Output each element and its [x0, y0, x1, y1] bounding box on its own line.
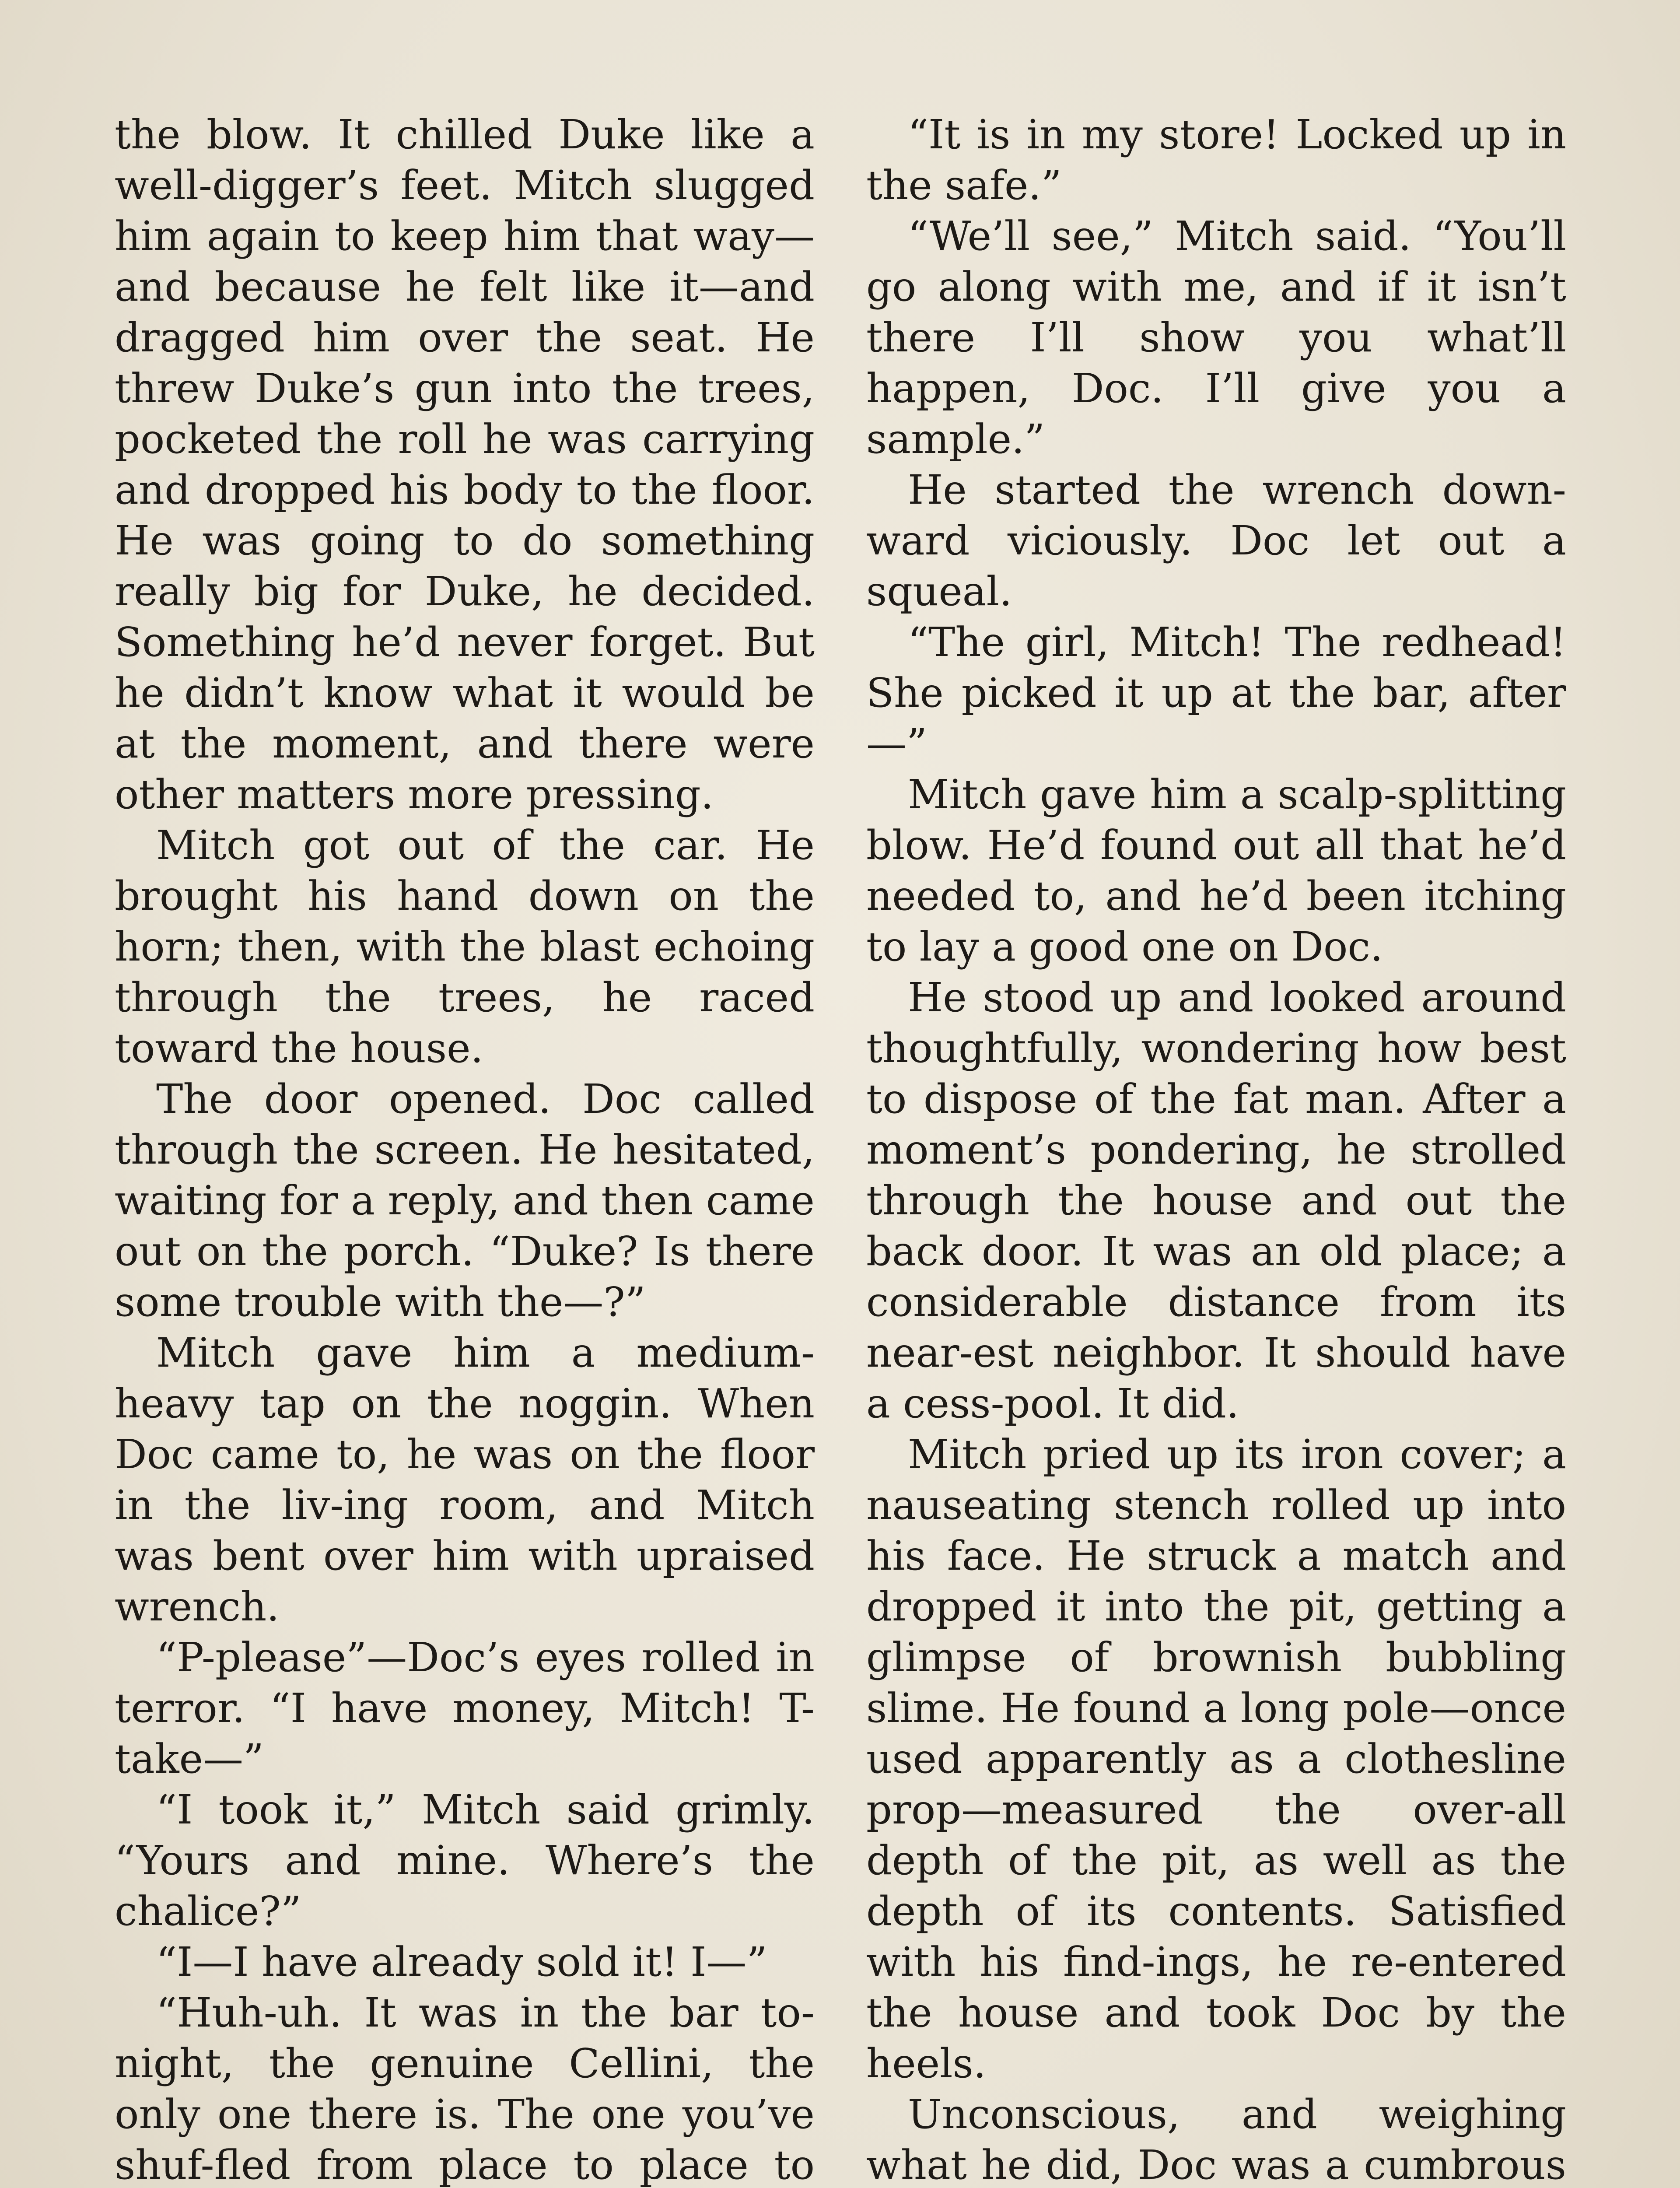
paragraph: “The girl, Mitch! The redhead! She picked it up at the bar, after—” — [866, 619, 1566, 767]
paragraph: the blow. It chilled Duke like a well-digger’s feet. Mitch slugged him again to keep him that way—and because he felt like it—and dragged him over the seat. He threw Duke’s gun into the trees, pocketed the roll he was carrying and dropped his body to the floor. He was going to do something really big for Duke, he decided. Something he’d never forget. But he didn’t know what it would be at the moment, and there were other matters more pressing. — [115, 111, 815, 818]
paragraph: Mitch gave him a scalp-splitting blow. He’d found out all that he’d needed to, and he’d been itching to lay a good one on Doc. — [866, 771, 1566, 970]
paragraph: “P-please”—Doc’s eyes rolled in terror. “I have money, Mitch! T-take—” — [115, 1634, 815, 1782]
paragraph: Unconscious, and weighing what he did, Doc was a cumbrous — [866, 2091, 1566, 2188]
paragraph: He started the wrench down-ward viciously. Doc let out a squeal. — [866, 466, 1566, 615]
paragraph: “I took it,” Mitch said grimly. “Yours and mine. Where’s the chalice?” — [115, 1786, 815, 1935]
paragraph: Mitch gave him a medium-heavy tap on the noggin. When Doc came to, he was on the floor in the liv-ing room, and Mitch was bent over him with upraised wrench. — [115, 1329, 815, 1630]
paragraph: The door opened. Doc called through the screen. He hesitated, waiting for a reply, and then came out on the porch. “Duke? Is there some trouble with the—?” — [115, 1076, 815, 1325]
text-column-right — [866, 109, 1566, 2188]
paragraph: Mitch got out of the car. He brought his hand down on the horn; then, with the blast echoing through the trees, he raced toward the house. — [115, 822, 815, 1072]
text-column-left — [115, 109, 815, 2188]
paragraph: “I—I have already sold it! I—” — [156, 1939, 767, 1985]
paragraph: Mitch pried up its iron cover; a nauseating stench rolled up into his face. He struck a match and dropped it into the pit, getting a glimpse of brownish bubbling slime. He found a long pole—once used apparently as a clothesline prop—measured the over-all depth of the pit, as well as the depth of its contents. Satisfied with his find-ings, he re-entered the house and took Doc by the heels. — [866, 1431, 1566, 2087]
paragraph: “We’ll see,” Mitch said. “You’ll go along with me, and if it isn’t there I’ll show you what’ll happen, Doc. I’ll give you a sample.” — [866, 213, 1566, 463]
paragraph: “Huh-uh. It was in the bar to-night, the genuine Cellini, the only one there is. The one you’ve shuf-fled from place to place to — [115, 1989, 815, 2188]
paragraph: “It is in my store! Locked up in the safe.” — [866, 111, 1566, 209]
paragraph: He stood up and looked around thoughtfully, wondering how best to dispose of the fat man. After a moment’s pondering, he strolled through the house and out the back door. It was an old place; a considerable distance from its near-est neighbor. It should have a cess-pool. It did. — [866, 974, 1566, 1427]
